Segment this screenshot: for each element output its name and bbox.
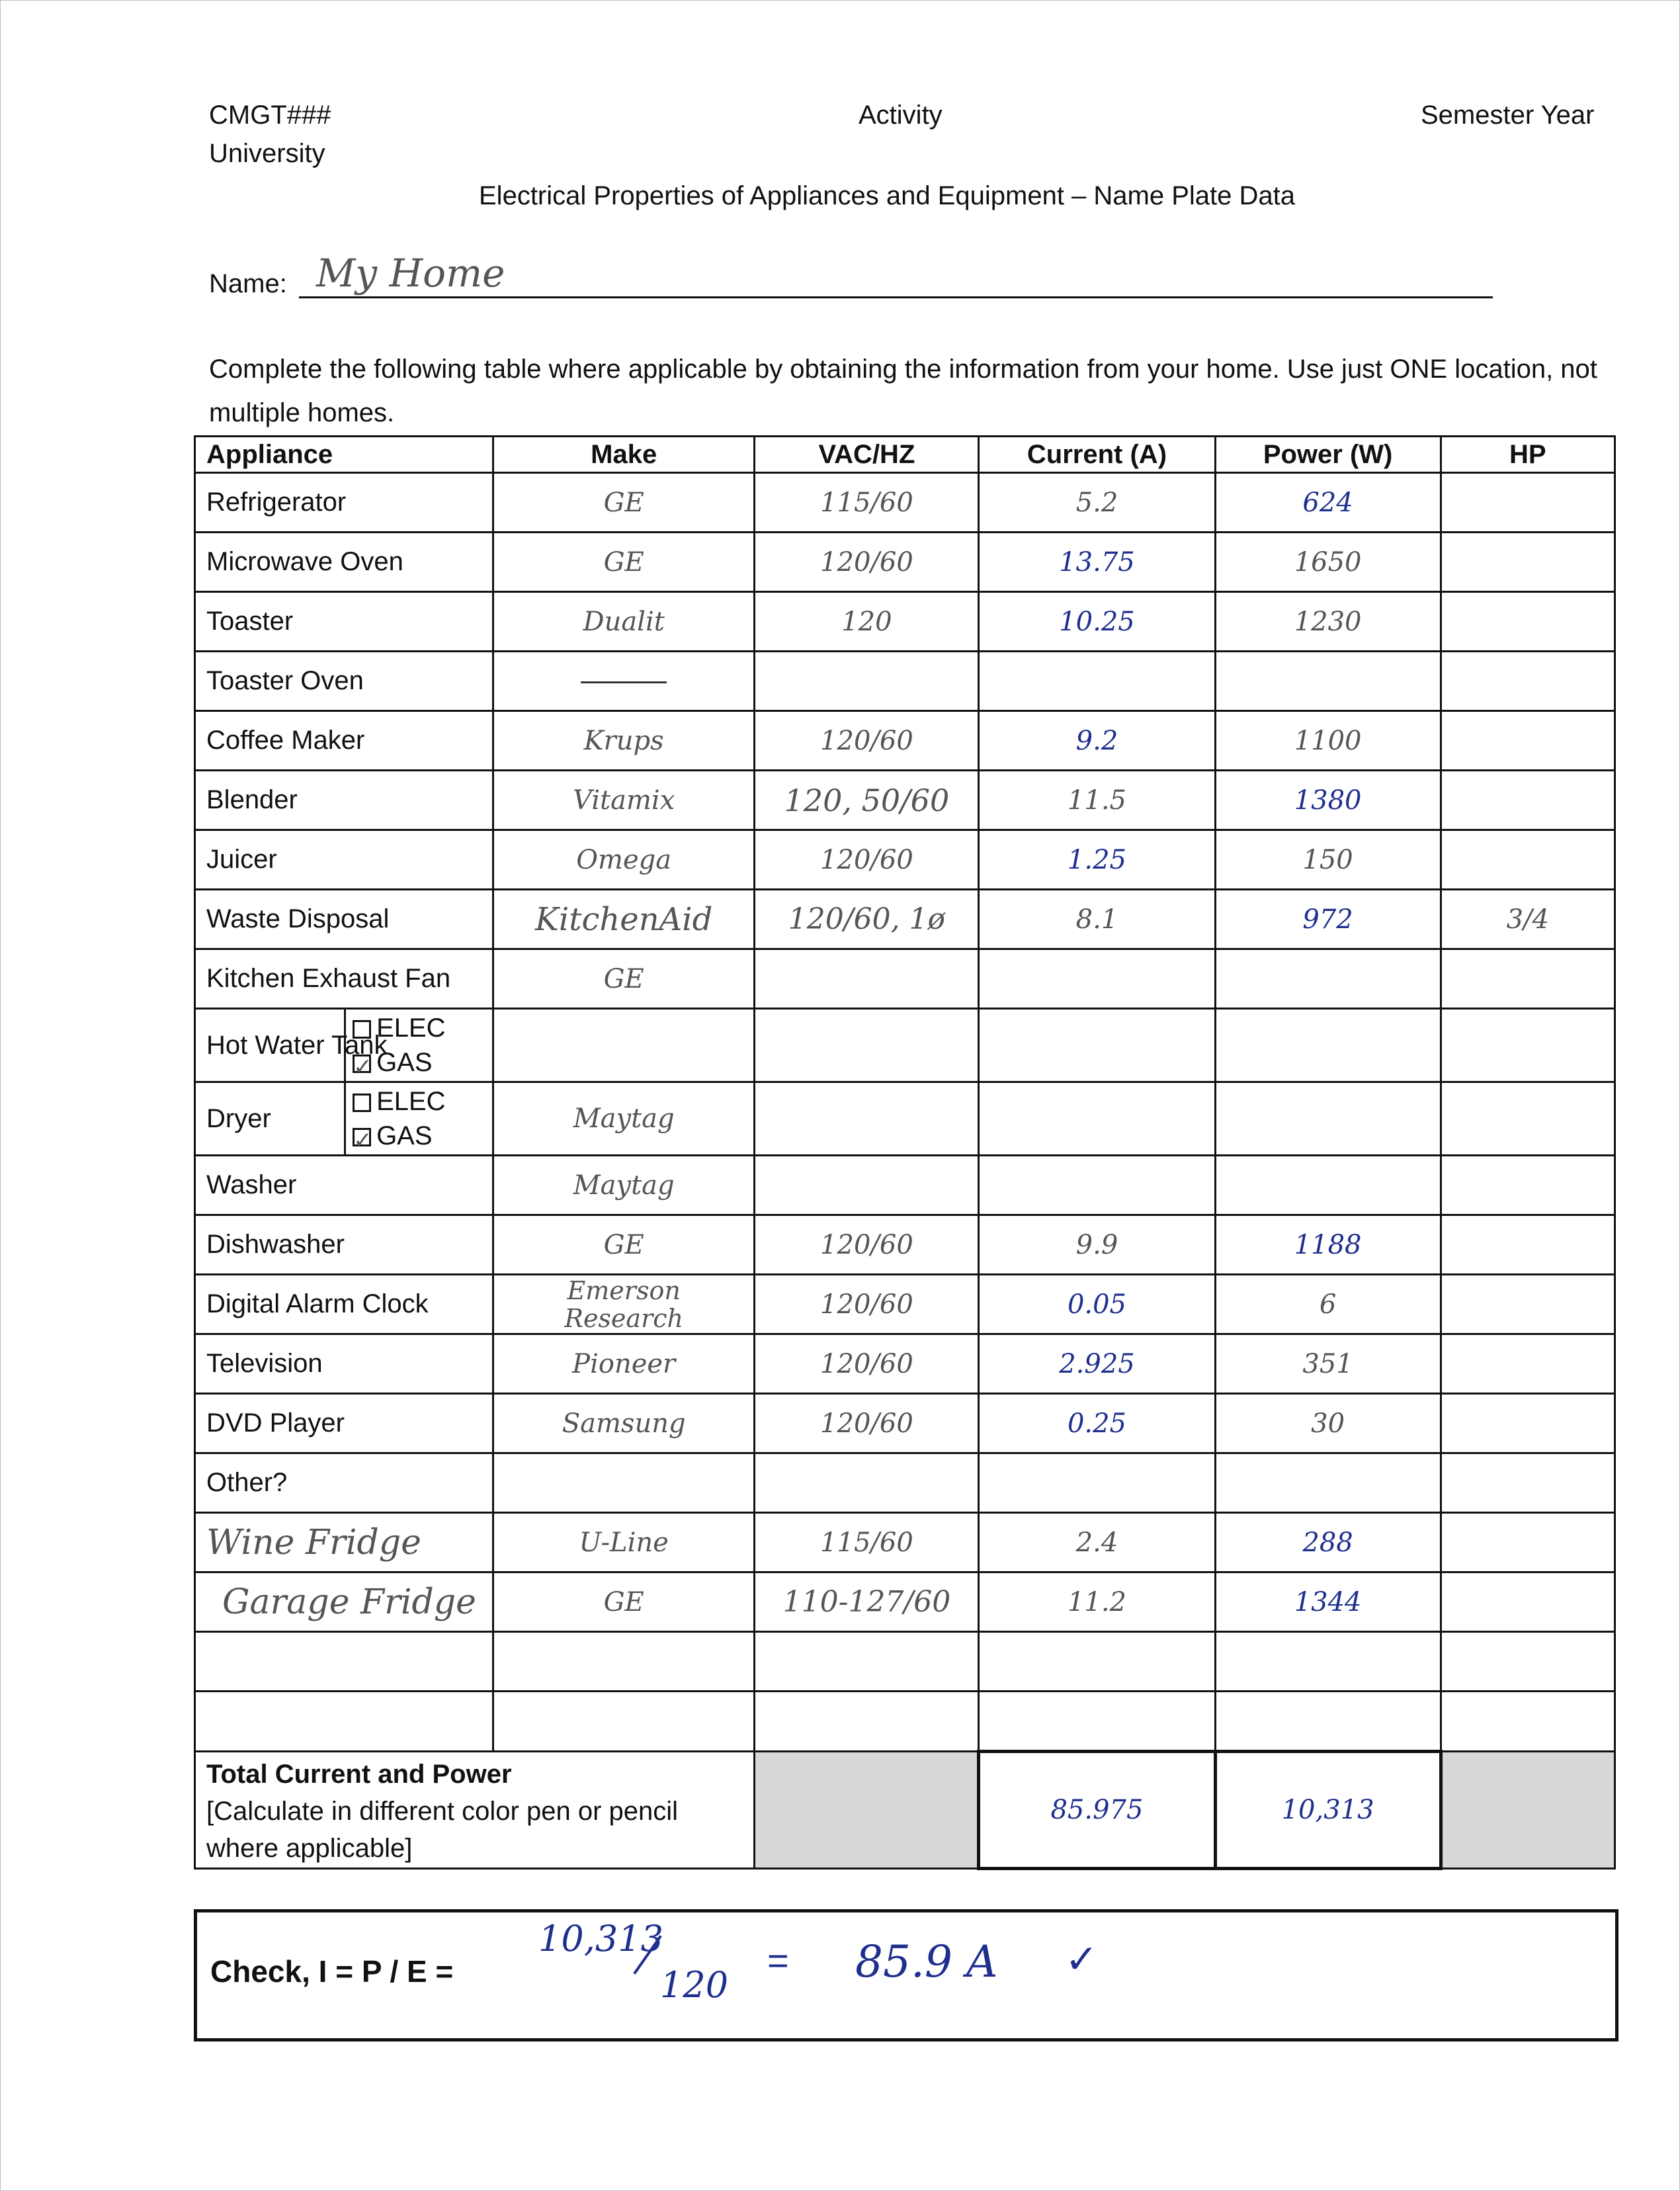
- appliance-name: Juicer: [195, 830, 493, 890]
- appliance-name: Television: [195, 1334, 493, 1394]
- hp-cell: [1441, 1572, 1615, 1632]
- name-value: My Home: [316, 251, 505, 296]
- check-equals: =: [767, 1940, 789, 1981]
- make-cell: GE: [493, 473, 755, 533]
- table-row: [195, 711, 1615, 771]
- hp-total-shaded: [1441, 1752, 1615, 1869]
- header-vac: VAC/HZ: [755, 437, 979, 473]
- vac-cell: [755, 1156, 979, 1215]
- power-cell: 1344: [1215, 1572, 1441, 1632]
- vac-cell: 120/60: [755, 1394, 979, 1453]
- appliance-name: Wine Fridge: [195, 1513, 493, 1572]
- table-row: [195, 1215, 1615, 1275]
- appliance-name: Dishwasher: [195, 1215, 493, 1275]
- table-row: [195, 1453, 1615, 1513]
- make-line-2: Research: [564, 1303, 683, 1333]
- check-result: 85.9 A: [855, 1936, 998, 1987]
- make-cell: GE: [493, 1572, 755, 1632]
- make-cell: U-Line: [493, 1513, 755, 1572]
- hp-cell: 3/4: [1441, 890, 1615, 949]
- check-numerator: 10,313: [538, 1918, 663, 1959]
- hp-cell: [1441, 1082, 1615, 1156]
- current-cell: 8.1: [979, 890, 1215, 949]
- vac-cell: 120/60: [755, 1215, 979, 1275]
- table-row: [195, 890, 1615, 949]
- power-cell: 6: [1215, 1275, 1441, 1334]
- total-note-line-1: [Calculate in different color pen or pencil: [206, 1797, 679, 1826]
- table-row: [195, 830, 1615, 890]
- current-cell: [979, 1009, 1215, 1082]
- elec-checkbox[interactable]: [353, 1020, 371, 1039]
- hp-cell: [1441, 1513, 1615, 1572]
- table-row: [195, 533, 1615, 592]
- total-power: 10,313: [1215, 1752, 1441, 1869]
- appliance-name: Blender: [195, 771, 493, 830]
- vac-cell: [755, 949, 979, 1009]
- elec-option[interactable]: [353, 1084, 485, 1119]
- table-row: [195, 652, 1615, 711]
- current-cell: 9.2: [979, 711, 1215, 771]
- appliance-name: Dryer: [195, 1082, 345, 1156]
- appliance-name: Toaster: [195, 592, 493, 652]
- course-code: CMGT###: [209, 101, 331, 130]
- power-cell: 351: [1215, 1334, 1441, 1394]
- hp-cell: [1441, 1394, 1615, 1453]
- make-cell: Omega: [493, 830, 755, 890]
- make-line-1: Emerson: [567, 1275, 681, 1305]
- hp-cell: [1441, 830, 1615, 890]
- appliance-name: Washer: [195, 1156, 493, 1215]
- appliance-name: Microwave Oven: [195, 533, 493, 592]
- table-row: [195, 1156, 1615, 1215]
- elec-checkbox[interactable]: [353, 1094, 371, 1112]
- power-cell: 288: [1215, 1513, 1441, 1572]
- check-denominator: 120: [660, 1964, 729, 2006]
- vac-cell: 115/60: [755, 1513, 979, 1572]
- make-cell: Vitamix: [493, 771, 755, 830]
- power-cell: 1380: [1215, 771, 1441, 830]
- total-label-cell: [195, 1752, 755, 1869]
- table-row-dryer: [195, 1082, 1615, 1156]
- appliance-name: Garage Fridge: [195, 1572, 493, 1632]
- power-cell: 1188: [1215, 1215, 1441, 1275]
- make-cell: [493, 652, 755, 711]
- hp-cell: [1441, 592, 1615, 652]
- table-row: [195, 1572, 1615, 1632]
- table-row: [195, 473, 1615, 533]
- check-box: [194, 1909, 1618, 2041]
- make-cell: GE: [493, 1215, 755, 1275]
- current-cell: 9.9: [979, 1215, 1215, 1275]
- fuel-type-options: [345, 1082, 493, 1156]
- hp-cell: [1441, 1453, 1615, 1513]
- vac-cell: 120/60: [755, 1275, 979, 1334]
- elec-option[interactable]: [353, 1011, 485, 1045]
- make-cell: Maytag: [493, 1156, 755, 1215]
- vac-cell: 120/60: [755, 1334, 979, 1394]
- table-row: [195, 949, 1615, 1009]
- make-cell: Samsung: [493, 1394, 755, 1453]
- appliance-name: Other?: [195, 1453, 493, 1513]
- total-label: Total Current and Power: [206, 1760, 512, 1789]
- hp-cell: [1441, 1275, 1615, 1334]
- hp-cell: [1441, 1156, 1615, 1215]
- current-cell: [979, 652, 1215, 711]
- gas-checkbox[interactable]: [353, 1128, 372, 1154]
- table-row-empty: [195, 1632, 1615, 1692]
- table-header-row: [195, 437, 1615, 473]
- hp-cell: [1441, 533, 1615, 592]
- gas-option[interactable]: [353, 1045, 485, 1080]
- total-note-line-2: where applicable]: [206, 1834, 413, 1863]
- vac-cell: 120/60, 1ø: [755, 890, 979, 949]
- make-cell: Maytag: [493, 1082, 755, 1156]
- check-mark-icon: ✓: [1065, 1937, 1099, 1981]
- make-cell: Krups: [493, 711, 755, 771]
- hp-cell: [1441, 1009, 1615, 1082]
- power-cell: 1650: [1215, 533, 1441, 592]
- power-cell: [1215, 1082, 1441, 1156]
- total-row: [195, 1752, 1615, 1869]
- vac-cell: [755, 1453, 979, 1513]
- appliance-name: Digital Alarm Clock: [195, 1275, 493, 1334]
- current-cell: 2.925: [979, 1334, 1215, 1394]
- vac-cell: 120: [755, 592, 979, 652]
- power-cell: [1215, 1453, 1441, 1513]
- current-cell: 0.05: [979, 1275, 1215, 1334]
- appliance-name: Hot Water Tank: [195, 1009, 345, 1082]
- vac-cell: [755, 1009, 979, 1082]
- header-appliance: Appliance: [195, 437, 493, 473]
- hp-cell: [1441, 1334, 1615, 1394]
- current-cell: 5.2: [979, 473, 1215, 533]
- current-cell: 10.25: [979, 592, 1215, 652]
- make-cell: [493, 1009, 755, 1082]
- table-row-empty: [195, 1692, 1615, 1752]
- check-mark-icon: ✓: [353, 1128, 372, 1154]
- header-hp: HP: [1441, 437, 1615, 473]
- make-cell: GE: [493, 949, 755, 1009]
- appliance-name: Refrigerator: [195, 473, 493, 533]
- table-row: [195, 592, 1615, 652]
- vac-cell: 110-127/60: [755, 1572, 979, 1632]
- current-cell: [979, 1082, 1215, 1156]
- current-cell: [979, 949, 1215, 1009]
- power-cell: [1215, 949, 1441, 1009]
- hp-cell: [1441, 949, 1615, 1009]
- power-cell: 30: [1215, 1394, 1441, 1453]
- vac-cell: 120/60: [755, 711, 979, 771]
- power-cell: 624: [1215, 473, 1441, 533]
- fuel-type-options: [345, 1009, 493, 1082]
- power-cell: 150: [1215, 830, 1441, 890]
- vac-cell: 120, 50/60: [755, 771, 979, 830]
- current-cell: [979, 1453, 1215, 1513]
- gas-checkbox[interactable]: [353, 1054, 372, 1080]
- vac-total-shaded: [755, 1752, 979, 1869]
- check-label: Check, I = P / E =: [210, 1954, 454, 1989]
- current-cell: 1.25: [979, 830, 1215, 890]
- elec-label: ELEC: [376, 1013, 446, 1043]
- semester-label: Semester Year: [1421, 101, 1595, 130]
- table-row: [195, 1513, 1615, 1572]
- table-row: [195, 771, 1615, 830]
- appliance-table: [194, 435, 1616, 1870]
- current-cell: 13.75: [979, 533, 1215, 592]
- appliance-name: Waste Disposal: [195, 890, 493, 949]
- activity-label: Activity: [859, 101, 943, 130]
- table-row: [195, 1334, 1615, 1394]
- power-cell: [1215, 1156, 1441, 1215]
- gas-label: GAS: [376, 1048, 433, 1077]
- gas-option[interactable]: [353, 1119, 485, 1153]
- elec-label: ELEC: [376, 1087, 446, 1116]
- hp-cell: [1441, 1215, 1615, 1275]
- vac-cell: [755, 1082, 979, 1156]
- power-cell: [1215, 652, 1441, 711]
- power-cell: 972: [1215, 890, 1441, 949]
- table-row: [195, 1275, 1615, 1334]
- power-cell: [1215, 1009, 1441, 1082]
- current-cell: 2.4: [979, 1513, 1215, 1572]
- make-cell: GE: [493, 533, 755, 592]
- power-cell: 1230: [1215, 592, 1441, 652]
- header-make: Make: [493, 437, 755, 473]
- current-cell: 11.5: [979, 771, 1215, 830]
- table-row: [195, 1394, 1615, 1453]
- current-cell: [979, 1156, 1215, 1215]
- table-row-hot-water: [195, 1009, 1615, 1082]
- vac-cell: [755, 652, 979, 711]
- hp-cell: [1441, 711, 1615, 771]
- name-underline: [299, 296, 1493, 298]
- header-power: Power (W): [1215, 437, 1441, 473]
- vac-cell: 115/60: [755, 473, 979, 533]
- make-cell: [493, 1453, 755, 1513]
- instructions: Complete the following table where applicable by obtaining the information from your home. Use just ONE location, not multiple homes.: [209, 355, 1597, 427]
- make-cell: KitchenAid: [493, 890, 755, 949]
- document-title: Electrical Properties of Appliances and Equipment – Name Plate Data: [479, 181, 1296, 210]
- current-cell: 11.2: [979, 1572, 1215, 1632]
- appliance-name: Toaster Oven: [195, 652, 493, 711]
- power-cell: 1100: [1215, 711, 1441, 771]
- make-cell: [493, 1275, 755, 1334]
- total-current: 85.975: [979, 1752, 1215, 1869]
- hp-cell: [1441, 652, 1615, 711]
- appliance-name: DVD Player: [195, 1394, 493, 1453]
- name-label: Name:: [209, 269, 287, 298]
- header-current: Current (A): [979, 437, 1215, 473]
- hp-cell: [1441, 473, 1615, 533]
- make-cell: Dualit: [493, 592, 755, 652]
- appliance-name: Kitchen Exhaust Fan: [195, 949, 493, 1009]
- gas-label: GAS: [376, 1121, 433, 1150]
- make-cell: Pioneer: [493, 1334, 755, 1394]
- appliance-name: Coffee Maker: [195, 711, 493, 771]
- university-name: University: [209, 139, 325, 168]
- dash-mark: [581, 681, 667, 683]
- vac-cell: 120/60: [755, 830, 979, 890]
- check-mark-icon: ✓: [353, 1054, 372, 1080]
- current-cell: 0.25: [979, 1394, 1215, 1453]
- vac-cell: 120/60: [755, 533, 979, 592]
- hp-cell: [1441, 771, 1615, 830]
